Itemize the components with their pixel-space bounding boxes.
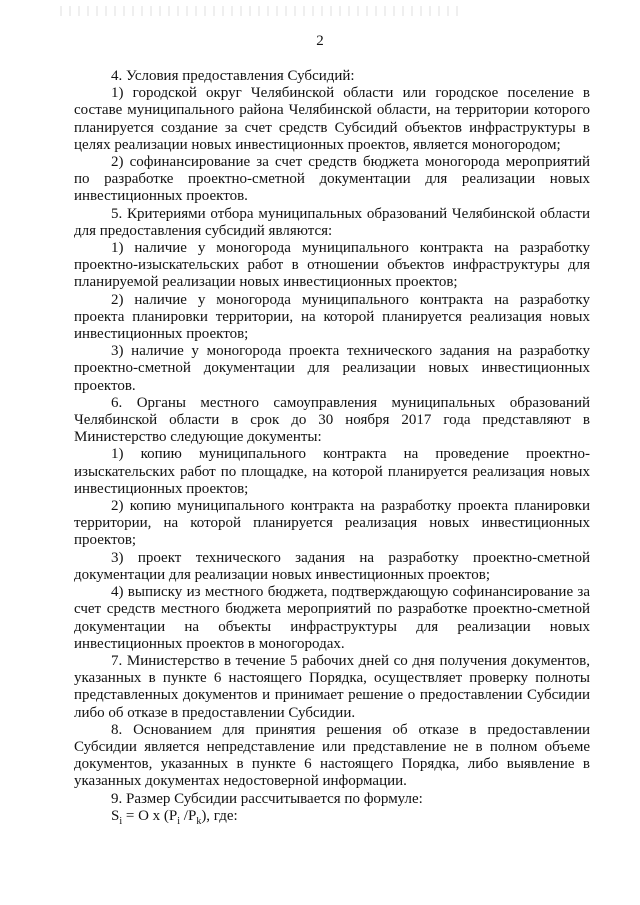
formula-slash: /P [180,807,197,824]
scan-artifact [60,6,460,16]
paragraph-4-item-1: 1) городской округ Челябинской области или городское поселение в составе муниципального района Челябинской области, на территории которого планируется создание за счет средств Субсидий объектов инфраструктуры в целях реализации новых инвестиционных проектов, является моногородом; [74,85,590,153]
paragraph-6-item-1: 1) копию муниципального контракта на проведение проектно-изыскательских работ по площадке, на которой планируется реализация новых инвестиционных проектов; [74,446,590,497]
paragraph-6-item-3: 3) проект технического задания на разработку проектно-сметной документации для реализации новых инвестиционных проектов; [74,549,590,583]
formula-s-subscript: i [119,815,123,827]
paragraph-5-item-2: 2) наличие у моногорода муниципального контракта на разработку проекта планировки территории, на которой планируется реализация новых инвестиционных проектов; [74,291,590,343]
subsidy-formula [74,808,590,825]
paragraph-5-heading: 5. Критериями отбора муниципальных образований Челябинской области для предоставления субсидий являются: [74,205,590,239]
page-number: 2 [316,33,324,49]
formula-p-subscript: i [177,815,181,827]
paragraph-6-item-2: 2) копию муниципального контракта на разработку проекта планировки территории, на которой планируется реализация новых инвестиционных проектов; [74,498,590,549]
paragraph-4-heading: 4. Условия предоставления Субсидий: [111,68,355,84]
paragraph-6-item-4: 4) выписку из местного бюджета, подтверждающую софинансирование за счет средств местного бюджета мероприятий по разработке проектно-сметной документации на объекты инфраструктуры для реализации новых инвестиционных проектов в моногородах. [74,584,590,652]
formula-tail: ), где: [201,807,238,824]
formula-k-subscript: k [196,815,202,827]
paragraph-4-item-2: 2) софинансирование за счет средств бюджета моногорода мероприятий по разработке проектно-сметной документации для реализации новых инвестиционных проектов. [74,154,590,205]
paragraph-5-item-1: 1) наличие у моногорода муниципального контракта на разработку проектно-изыскательских работ в отношении объектов инфраструктуры для планируемой реализации новых инвестиционных проектов; [74,240,590,291]
document-body [74,68,590,825]
formula-s: S [111,807,120,824]
paragraph-9: 9. Размер Субсидии рассчитывается по формуле: [111,790,423,807]
formula-middle: = O x (P [122,807,178,824]
paragraph-6-heading: 6. Органы местного самоуправления муниципальных образований Челябинской области в срок до 30 ноября 2017 года представляют в Министерство следующие документы: [74,394,590,446]
paragraph-7: 7. Министерство в течение 5 рабочих дней со дня получения документов, указанных в пункте 6 настоящего Порядка, осуществляет проверку полноты представленных документов и принимает решение о предоставлении Субсидии либо об отказе в предоставлении Субсидии. [74,652,590,721]
paragraph-5-item-3: 3) наличие у моногорода проекта технического задания на разработку проектно-сметной документации для реализации новых инвестиционных проектов. [74,343,590,394]
paragraph-8: 8. Основанием для принятия решения об отказе в предоставлении Субсидии является непредставление или представление не в полном объеме документов, указанных в пункте 6 настоящего Порядка, либо выявление в указанных документах недостоверной информации. [74,721,590,790]
